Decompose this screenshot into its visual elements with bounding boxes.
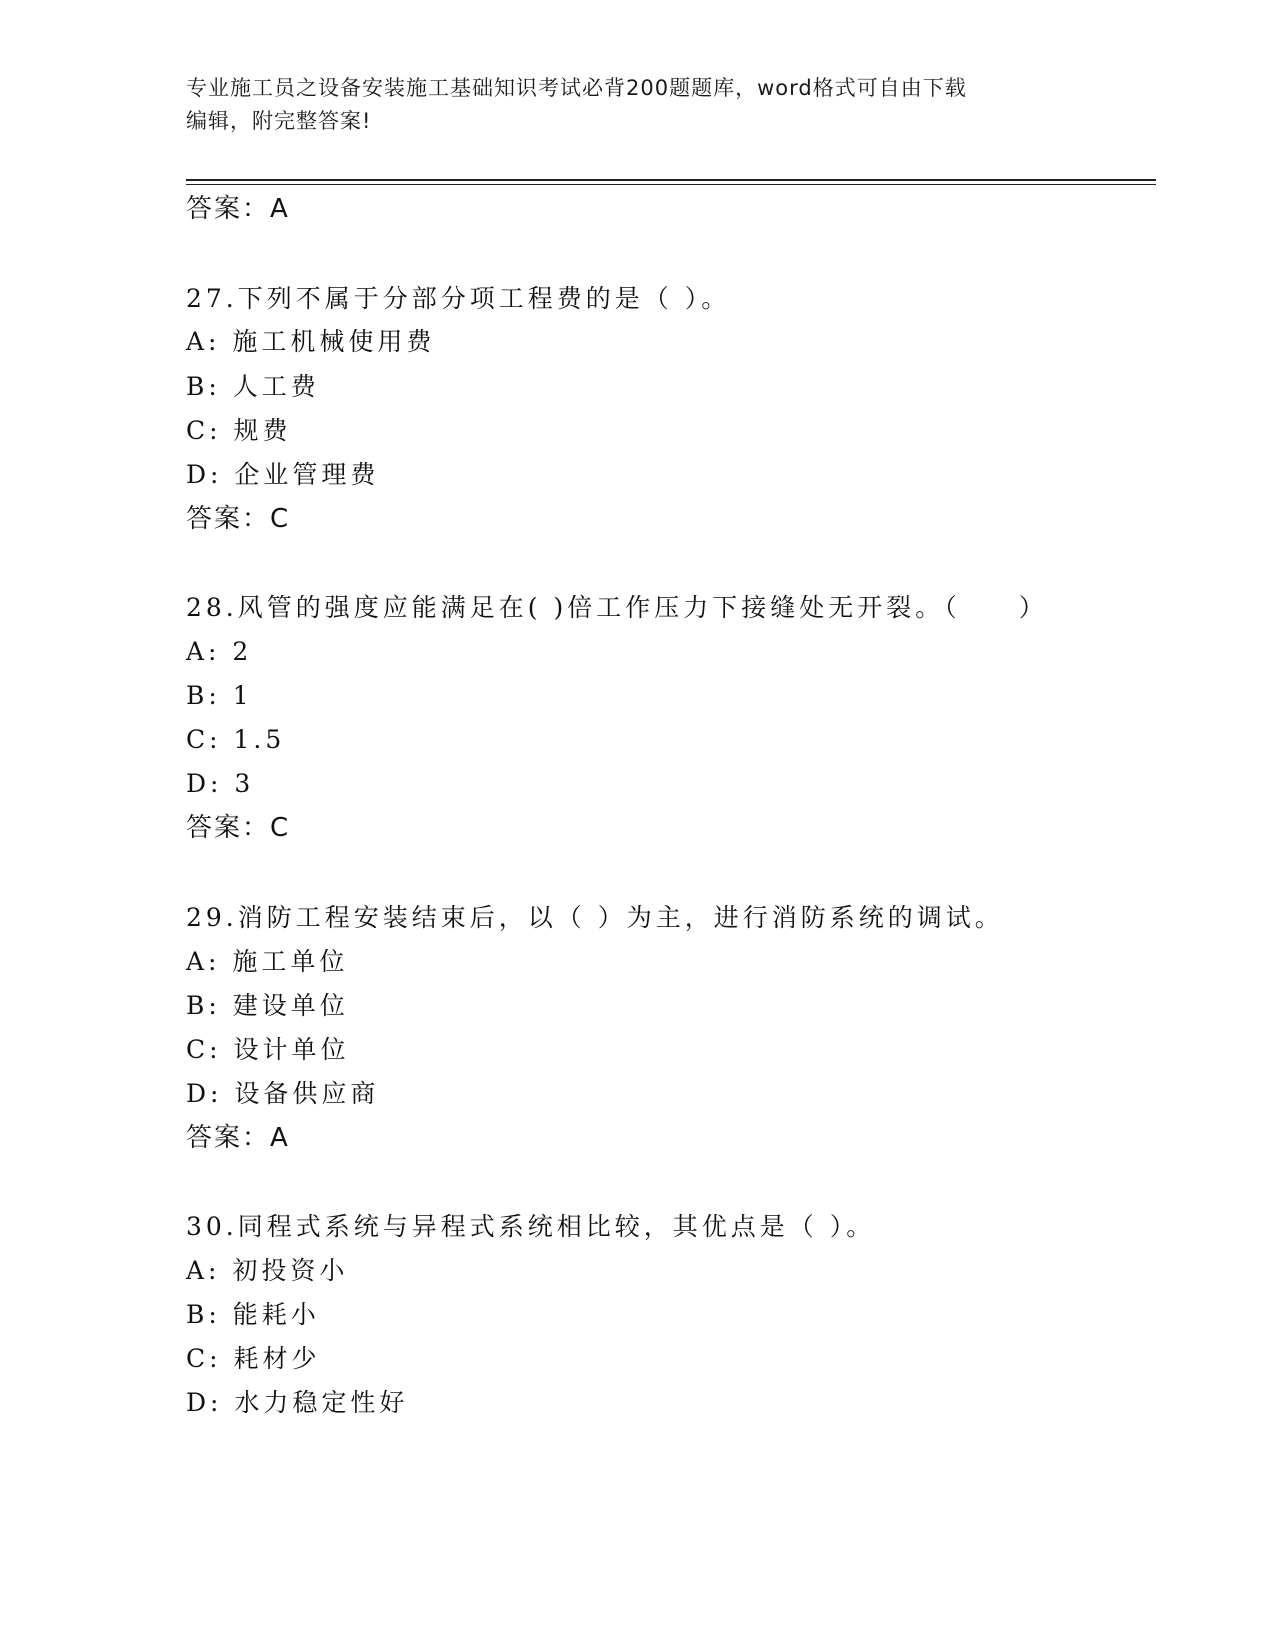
question-28-answer: 答案：C: [186, 813, 291, 843]
question-27-text: 27.下列不属于分部分项工程费的是（ ）。: [186, 284, 731, 313]
question-29-option-d: D: 设备供应商: [186, 1079, 380, 1108]
question-30-option-c: C: 耗材少: [186, 1344, 321, 1373]
question-29-option-b: B: 建设单位: [186, 991, 349, 1020]
header-rule-thin: [186, 184, 1156, 185]
question-27-option-b: B: 人工费: [186, 372, 320, 401]
question-28-option-d: D: 3: [186, 769, 255, 798]
question-30-text: 30.同程式系统与异程式系统相比较，其优点是（ ）。: [186, 1212, 876, 1241]
document-header: [186, 72, 1066, 138]
question-28-text: 28.风管的强度应能满足在( )倍工作压力下接缝处无开裂。（ ）: [186, 593, 1048, 622]
question-29-option-a: A: 施工单位: [186, 947, 349, 976]
question-28-option-a: A: 2: [186, 637, 253, 666]
question-30-option-b: B: 能耗小: [186, 1300, 320, 1329]
question-27-answer: 答案：C: [186, 504, 291, 534]
question-30-option-d: D: 水力稳定性好: [186, 1388, 409, 1417]
question-30-option-a: A: 初投资小: [186, 1256, 349, 1285]
question-29-option-c: C: 设计单位: [186, 1035, 350, 1064]
answer-previous: 答案：A: [186, 194, 290, 224]
question-28-option-c: C: 1.5: [186, 725, 286, 754]
header-rule-thick: [186, 179, 1156, 181]
question-27-option-c: C: 规费: [186, 416, 292, 445]
header-line-1: 专业施工员之设备安装施工基础知识考试必背200题题库，word格式可自由下载: [186, 76, 967, 100]
question-28-option-b: B: 1: [186, 681, 253, 710]
question-27-option-d: D: 企业管理费: [186, 460, 380, 489]
question-29-answer: 答案：A: [186, 1123, 290, 1153]
question-29-text: 29.消防工程安装结束后，以（ ）为主，进行消防系统的调试。: [186, 903, 1004, 932]
header-line-2: 编辑，附完整答案!: [186, 109, 372, 133]
question-27-option-a: A: 施工机械使用费: [186, 327, 436, 356]
